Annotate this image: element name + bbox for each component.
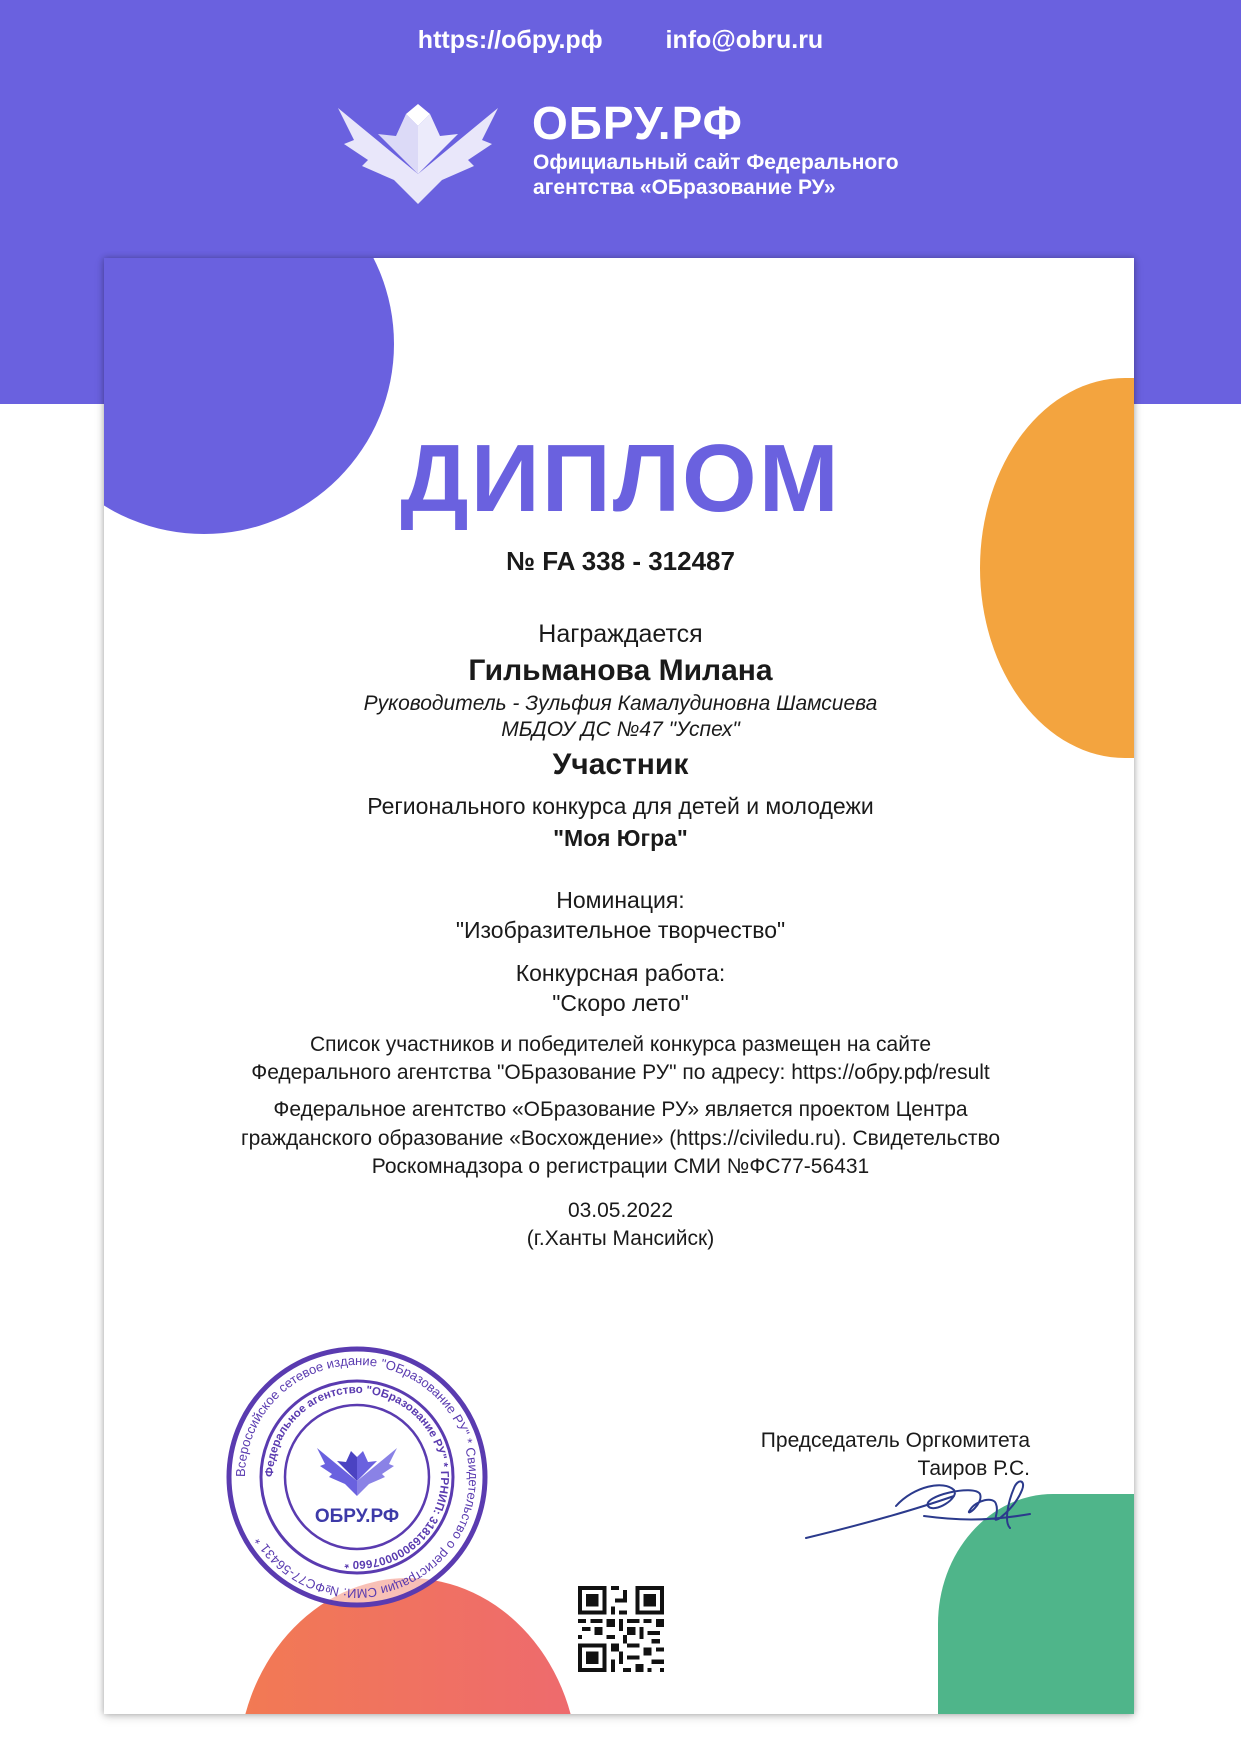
organization-line: МБДОУ ДС №47 "Успех" [501, 718, 740, 741]
diploma-number: № FA 338 - 312487 [506, 546, 735, 576]
email-link[interactable]: info@obru.ru [665, 26, 824, 54]
stamp-center-text: ОБРУ.РФ [314, 1506, 400, 1527]
qr-code-icon[interactable] [578, 1586, 664, 1672]
eagle-book-icon [338, 104, 498, 208]
stamp-outer-text: Всероссийское сетевое издание "ОБразование РУ" * Свидетельство о регистрации СМИ: №ФС77-56431 * [232, 1352, 482, 1602]
nomination-value: "Изобразительное творчество" [455, 917, 786, 943]
signer-title: Председатель Оргкомитета [760, 1429, 1030, 1452]
issue-city: (г.Ханты Мансийск) [526, 1227, 715, 1250]
logo-title: ОБРУ.РФ [532, 97, 743, 149]
leader-line: Руководитель - Зульфия Камалудиновна Шамсиева [363, 692, 878, 715]
work-label: Конкурсная работа: [515, 960, 726, 986]
contest-description: Регионального конкурса для детей и молодежи [367, 793, 874, 819]
logo-subtitle-line-2: агентства «ОБразование РУ» [533, 176, 836, 199]
agency-line-3: Роскомнадзора о регистрации СМИ №ФС77-56431 [371, 1155, 870, 1178]
header-links [0, 26, 1241, 55]
results-list-line-2: Федерального агентства "ОБразование РУ" по адресу: https://обру.рф/result [251, 1061, 990, 1084]
awarded-label: Награждается [538, 620, 703, 648]
diploma-title: ДИПЛОМ [400, 425, 841, 532]
agency-line-2: гражданского образование «Восхождение» (https://civiledu.ru). Свидетельство [240, 1127, 1001, 1150]
logo-subtitle-line-1: Официальный сайт Федерального [533, 151, 899, 174]
official-stamp [226, 1346, 488, 1608]
participant-role: Участник [552, 748, 689, 781]
work-value: "Скоро лето" [552, 990, 689, 1016]
handwritten-signature [804, 1466, 1044, 1546]
stamp-inner-text: Федеральное агентство "ОБразование РУ" * ГРНИП: 318169000007660 * [263, 1383, 451, 1571]
contest-name: "Моя Югра" [553, 825, 688, 851]
nomination-label: Номинация: [556, 887, 685, 913]
site-link[interactable]: https://обру.рф [417, 26, 603, 54]
agency-line-1: Федеральное агентство «ОБразование РУ» является проектом Центра [273, 1098, 968, 1121]
signer-name: Таиров Р.С. [917, 1457, 1030, 1480]
logo-subtitle [533, 150, 899, 200]
results-list-line-1: Список участников и победителей конкурса размещен на сайте [309, 1033, 932, 1056]
recipient-name: Гильманова Милана [468, 654, 773, 687]
issue-date: 03.05.2022 [567, 1199, 674, 1222]
